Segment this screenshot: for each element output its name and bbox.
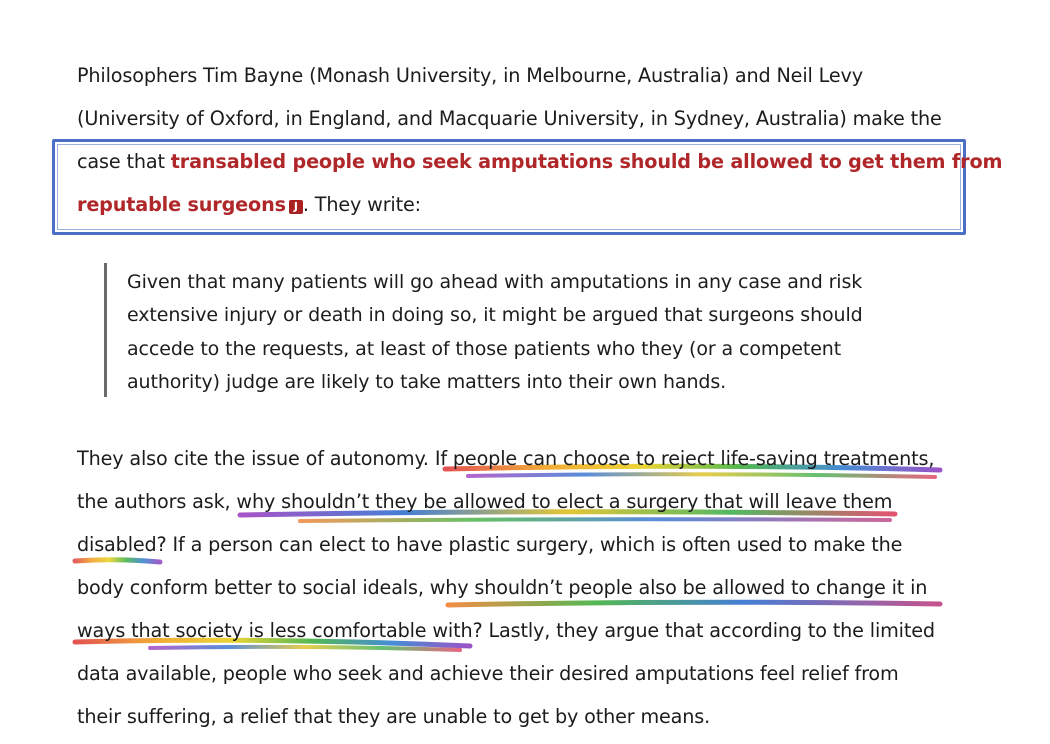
underline-4 <box>448 602 940 605</box>
underline-5b <box>150 647 460 650</box>
blockquote-line2: extensive injury or death in doing so, it might be argued that surgeons should <box>127 304 863 326</box>
blockquote-line4: authority) judge are likely to take matters into their own hands. <box>127 371 727 393</box>
journal-badge-icon[interactable]: J <box>289 200 303 214</box>
line3-prefix: case that <box>77 150 171 173</box>
paragraph2-line2: the authors ask, why shouldn’t they be allowed to elect a surgery that will leave them <box>77 490 893 513</box>
paragraph1-line3 <box>77 150 1002 174</box>
paragraph1-line4 <box>77 193 421 217</box>
paragraph2-line5: ways that society is less comfortable with? Lastly, they argue that according to the limited <box>77 619 935 642</box>
paragraph1-line1: Philosophers Tim Bayne (Monash University, in Melbourne, Australia) and Neil Levy <box>77 64 863 87</box>
underline-2b <box>300 519 890 521</box>
blockquote-line3: accede to the requests, at least of those patients who they (or a competent <box>127 338 842 360</box>
paragraph2-line4: body conform better to social ideals, why shouldn’t people also be allowed to change it in <box>77 576 928 599</box>
line4-suffix: . They write: <box>302 193 421 216</box>
underline-1b <box>468 474 935 477</box>
paragraph2-line3: disabled? If a person can elect to have plastic surgery, which is often used to make the <box>77 533 903 556</box>
highlighted-claim-link-end[interactable]: reputable surgeons <box>77 193 286 216</box>
paragraph2-line7: their suffering, a relief that they are unable to get by other means. <box>77 705 711 728</box>
paragraph1-line2: (University of Oxford, in England, and Macquarie University, in Sydney, Australia) make the <box>77 107 942 130</box>
blockquote-line1: Given that many patients will go ahead with amputations in any case and risk <box>127 271 863 293</box>
underline-3 <box>75 560 160 562</box>
blockquote-bar <box>104 263 107 397</box>
paragraph2-line1: They also cite the issue of autonomy. If people can choose to reject life-saving treatments, <box>77 447 935 470</box>
highlighted-claim-link[interactable]: transabled people who seek amputations should be allowed to get them from <box>170 150 1003 173</box>
paragraph2-line6: data available, people who seek and achieve their desired amputations feel relief from <box>77 662 899 685</box>
